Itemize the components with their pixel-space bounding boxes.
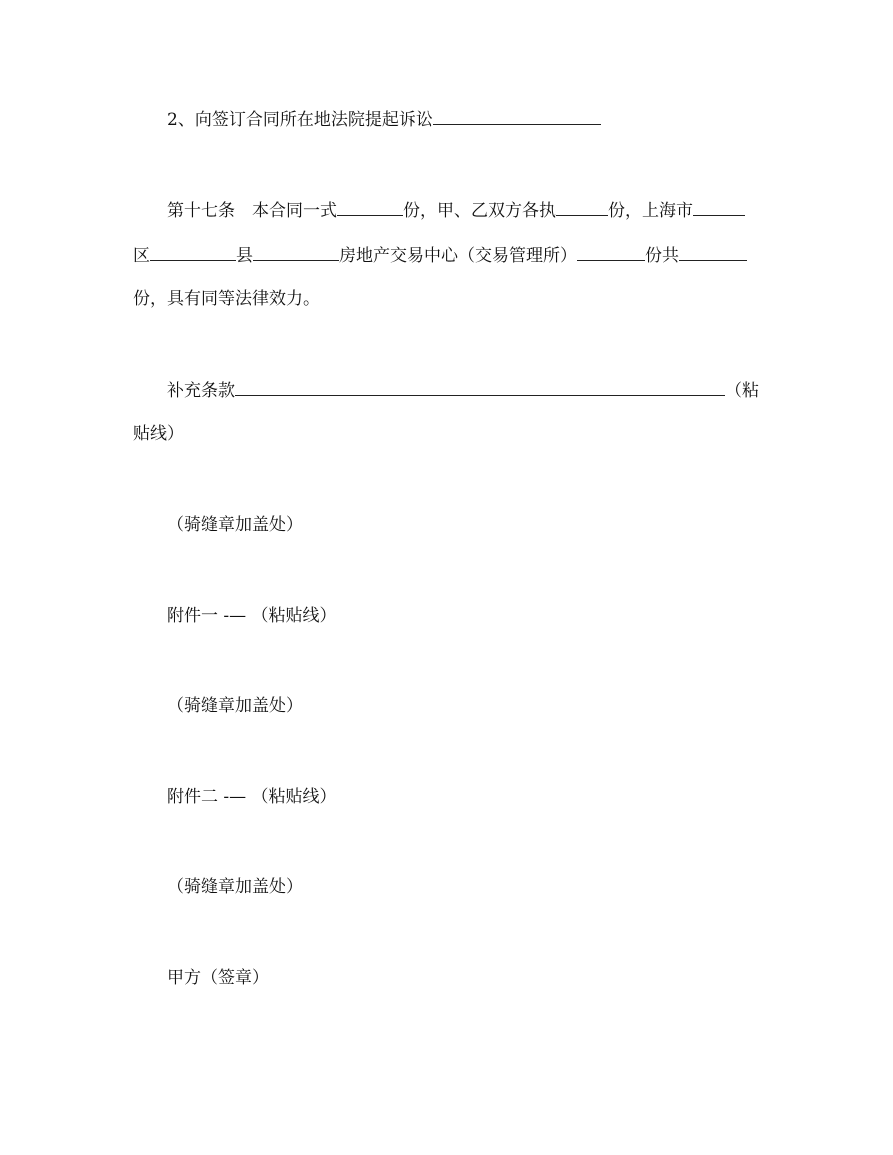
article-17-end-text: 份，具有同等法律效力。 bbox=[133, 289, 320, 309]
party-a-signature bbox=[167, 967, 269, 989]
paste-line-end: 贴线） bbox=[133, 424, 184, 444]
attachment-1 bbox=[167, 605, 337, 627]
article-17-line-3 bbox=[133, 288, 320, 310]
exchange-center-text: 房地产交易中心（交易管理所） bbox=[339, 246, 577, 266]
paste-line-end-row bbox=[133, 423, 184, 445]
attachment-2 bbox=[167, 786, 337, 808]
litigation-clause bbox=[167, 107, 601, 131]
supplementary-terms-blank bbox=[235, 378, 725, 396]
shanghai-blank bbox=[693, 198, 745, 216]
party-a-signature-text: 甲方（签章） bbox=[167, 968, 269, 988]
article-17-line-1 bbox=[167, 198, 745, 222]
district-label: 区 bbox=[133, 246, 150, 266]
litigation-clause-text: 2、向签订合同所在地法院提起诉讼 bbox=[167, 110, 433, 130]
seal-placeholder-3 bbox=[167, 876, 303, 898]
county-blank bbox=[253, 243, 339, 261]
attachment-1-text: 附件一 -— （粘贴线） bbox=[167, 606, 337, 626]
article-17-text-c: 份，上海市 bbox=[608, 201, 693, 221]
center-copies-blank bbox=[577, 243, 645, 261]
copies-total-label: 份共 bbox=[645, 246, 679, 266]
article-17-text-b: 份，甲、乙双方各执 bbox=[403, 201, 556, 221]
seal-placeholder-1 bbox=[167, 514, 303, 536]
copies-each-blank bbox=[556, 198, 608, 216]
article-17-heading: 第十七条 bbox=[167, 201, 235, 221]
seal-placeholder-1-text: （骑缝章加盖处） bbox=[167, 515, 303, 535]
article-17-text-a: 本合同一式 bbox=[252, 201, 337, 221]
seal-placeholder-2 bbox=[167, 695, 303, 717]
supplementary-terms-label: 补充条款 bbox=[167, 381, 235, 401]
district-blank bbox=[150, 243, 236, 261]
attachment-2-text: 附件二 -— （粘贴线） bbox=[167, 787, 337, 807]
copies-total-blank bbox=[337, 198, 403, 216]
seal-placeholder-3-text: （骑缝章加盖处） bbox=[167, 877, 303, 897]
article-17-line-2 bbox=[133, 243, 747, 267]
court-blank bbox=[433, 107, 601, 125]
paste-line-start: （粘 bbox=[725, 381, 759, 401]
seal-placeholder-2-text: （骑缝章加盖处） bbox=[167, 696, 303, 716]
copies-sum-blank bbox=[679, 243, 747, 261]
supplementary-terms-line bbox=[167, 378, 759, 402]
county-label: 县 bbox=[236, 246, 253, 266]
